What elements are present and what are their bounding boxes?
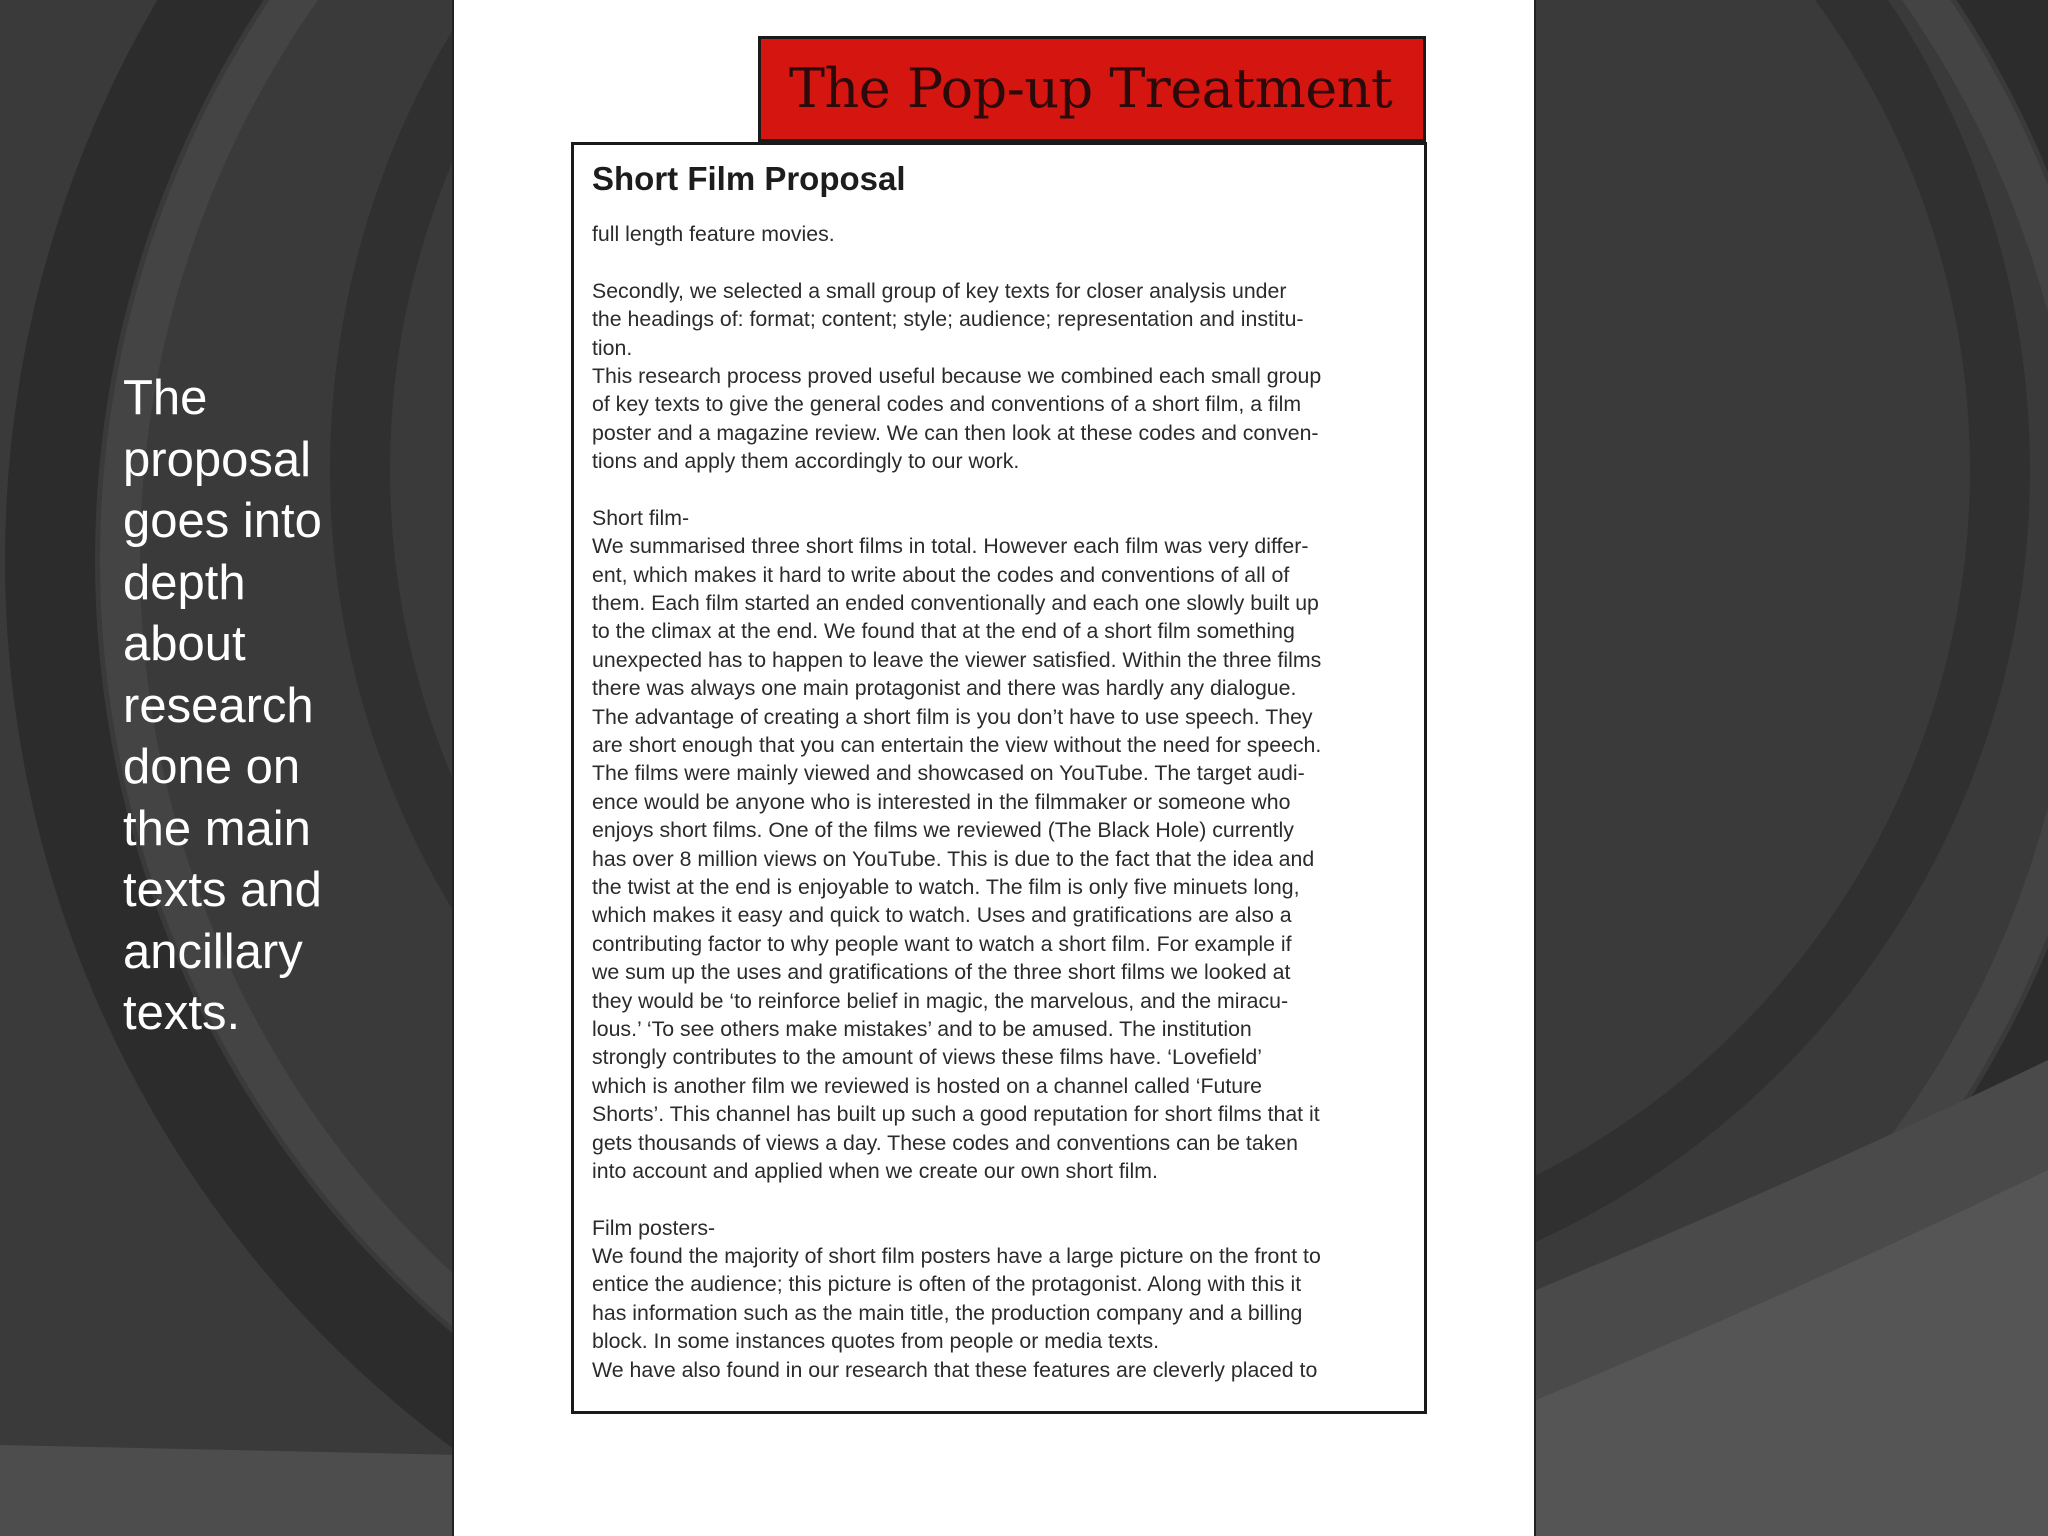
text-line: to the climax at the end. We found that at the end of a short film something	[592, 619, 1295, 644]
caption-line: goes into	[123, 494, 322, 548]
caption-line: ancillary	[123, 924, 303, 979]
text-line: them. Each film started an ended conventionally and each one slowly built up	[592, 591, 1319, 616]
text-line: ence would be anyone who is interested in the filmmaker or someone who	[592, 789, 1291, 814]
text-line: they would be ‘to reinforce belief in magic, the marvelous, and the miracu-	[592, 988, 1289, 1013]
text-line: lous.’ ‘To see others make mistakes’ and to be amused. The institution	[592, 1016, 1252, 1041]
caption-line: The	[123, 371, 208, 425]
text-line: Short film-	[592, 505, 690, 530]
text-line: which is another film we reviewed is hosted on a channel called ‘Future	[592, 1073, 1263, 1098]
text-line: strongly contributes to the amount of views these films have. ‘Lovefield’	[592, 1045, 1263, 1070]
text-line: there was always one main protagonist and there was hardly any dialogue.	[592, 676, 1297, 701]
caption-line: done on	[123, 740, 301, 794]
text-line: The films were mainly viewed and showcased on YouTube. The target audi-	[592, 761, 1305, 786]
slide-caption	[123, 368, 423, 1045]
caption-line: depth	[123, 555, 246, 610]
text-line: the headings of: format; content; style; audience; representation and institu-	[592, 307, 1304, 332]
text-line: poster and a magazine review. We can then look at these codes and conven-	[592, 420, 1319, 445]
proposal-text-box	[571, 142, 1427, 1414]
paragraph-gap	[592, 1185, 1422, 1213]
text-line: entice the audience; this picture is often of the protagonist. Along with this it	[592, 1272, 1302, 1297]
text-line: ent, which makes it hard to write about the codes and conventions of all of	[592, 562, 1290, 587]
caption-line: about	[123, 617, 246, 671]
text-line: This research process proved useful because we combined each small group	[592, 363, 1322, 388]
text-line: of key texts to give the general codes and conventions of a short film, a film	[592, 392, 1302, 417]
text-line: Secondly, we selected a small group of key texts for closer analysis under	[592, 278, 1287, 303]
caption-line: proposal	[123, 432, 311, 487]
text-line: are short enough that you can entertain the view without the need for speech.	[592, 733, 1322, 758]
paragraph-gap	[592, 248, 1422, 276]
document-page	[452, 0, 1536, 1536]
text-line: which makes it easy and quick to watch. Uses and gratifications are also a	[592, 903, 1292, 928]
text-line: the twist at the end is enjoyable to watch. The film is only five minuets long,	[592, 874, 1300, 899]
text-line: tions and apply them accordingly to our work.	[592, 449, 1020, 474]
banner-title: The Pop-up Treatment	[789, 57, 1393, 120]
proposal-body	[592, 220, 1422, 1384]
caption-line: research	[123, 678, 314, 733]
text-line: unexpected has to happen to leave the viewer satisfied. Within the three films	[592, 647, 1322, 672]
text-line: has over 8 million views on YouTube. This is due to the fact that the idea and	[592, 846, 1315, 871]
text-line: The advantage of creating a short film is you don’t have to use speech. They	[592, 704, 1313, 729]
text-line: gets thousands of views a day. These codes and conventions can be taken	[592, 1130, 1299, 1155]
proposal-heading: Short Film Proposal	[592, 160, 906, 197]
caption-line: the main	[123, 801, 311, 856]
text-line: has information such as the main title, the production company and a billing	[592, 1300, 1303, 1325]
text-line: Shorts’. This channel has built up such a good reputation for short films that it	[592, 1102, 1320, 1127]
text-line: tion.	[592, 335, 633, 360]
caption-line: texts.	[123, 986, 241, 1040]
text-line: block. In some instances quotes from people or media texts.	[592, 1329, 1160, 1354]
caption-line: texts and	[123, 863, 322, 917]
text-line: enjoys short films. One of the films we reviewed (The Black Hole) currently	[592, 818, 1294, 843]
text-line: full length feature movies.	[592, 222, 835, 246]
text-line: We found the majority of short film posters have a large picture on the front to	[592, 1244, 1321, 1269]
text-line: contributing factor to why people want to watch a short film. For example if	[592, 931, 1292, 956]
paragraph-gap	[592, 476, 1422, 504]
text-line: We have also found in our research that these features are cleverly placed to	[592, 1357, 1318, 1382]
text-line: Film posters-	[592, 1215, 716, 1240]
title-banner	[758, 36, 1426, 142]
text-line: We summarised three short films in total. However each film was very differ-	[592, 534, 1309, 559]
text-line: we sum up the uses and gratifications of the three short films we looked at	[592, 960, 1291, 985]
text-line: into account and applied when we create our own short film.	[592, 1158, 1158, 1183]
